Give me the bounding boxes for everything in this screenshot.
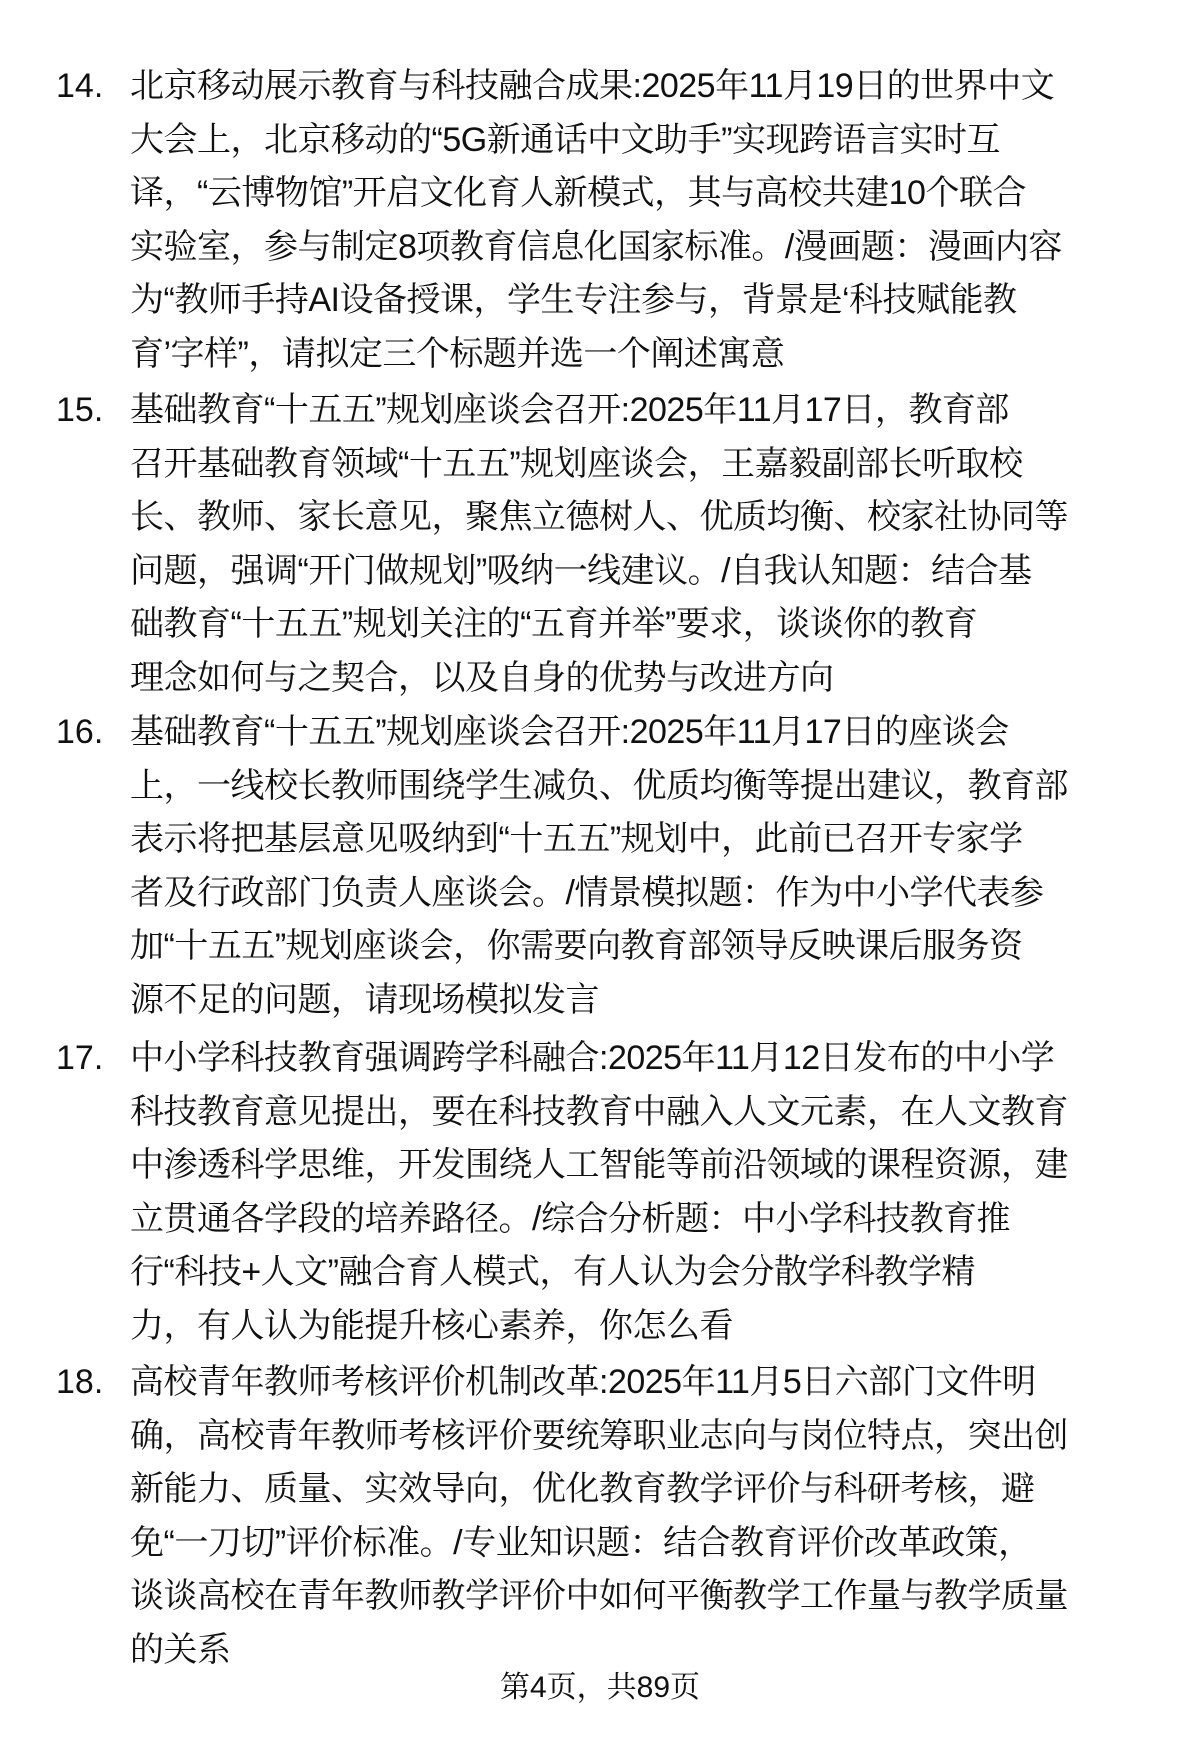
text-line: 译，“云博物馆”开启文化育人新模式，其与高校共建10个联合 [130,174,1026,212]
question-number: 18. [56,1363,104,1401]
text-line: 源不足的问题，请现场模拟发言 [130,980,599,1019]
text-line: 为“教师手持AI设备授课，学生专注参与，背景是‘科技赋能教 [130,281,1017,319]
text-line: 中小学科技教育强调跨学科融合:2025年11月12日发布的中小学 [130,1039,1055,1077]
text-line: 高校青年教师考核评价机制改革:2025年11月5日六部门文件明 [130,1363,1036,1401]
question-number: 15. [56,391,104,429]
text-line: 实验室，参与制定8项教育信息化国家标准。/漫画题：漫画内容 [130,227,1062,266]
question-text [130,384,1170,705]
text-line: 谈谈高校在青年教师教学评价中如何平衡教学工作量与教学质量 [130,1577,1068,1615]
text-line: 力，有人认为能提升核心素养，你怎么看 [130,1306,733,1345]
question-text [130,1032,1170,1353]
question-text [130,1356,1170,1677]
text-line: 确，高校青年教师考核评价要统筹职业志向与岗位特点，突出创 [130,1416,1068,1455]
text-line: 基础教育“十五五”规划座谈会召开:2025年11月17日，教育部 [130,391,1009,429]
text-line: 立贯通各学段的培养路径。/综合分析题：中小学科技教育推 [130,1199,1010,1238]
text-line: 加“十五五”规划座谈会，你需要向教育部领导反映课后服务资 [130,927,1023,965]
text-line: 上，一线校长教师围绕学生减负、优质均衡等提出建议，教育部 [130,766,1068,805]
text-line: 行“科技+人文”融合育人模式，有人认为会分散学科教学精 [130,1253,975,1291]
text-line: 育’字样”，请拟定三个标题并选一个阐述寓意 [130,334,785,373]
text-line: 础教育“十五五”规划关注的“五育并举”要求，谈谈你的教育 [130,605,978,643]
question-number: 17. [56,1039,104,1077]
text-line: 召开基础教育领域“十五五”规划座谈会，王嘉毅副部长听取校 [130,444,1023,483]
text-line: 的关系 [130,1630,231,1669]
question-text [130,706,1170,1027]
text-line: 北京移动展示教育与科技融合成果:2025年11月19日的世界中文 [130,67,1055,105]
text-line: 长、教师、家长意见，聚焦立德树人、优质均衡、校家社协同等 [130,498,1068,536]
text-line: 免“一刀切”评价标准。/专业知识题：结合教育评价改革政策， [130,1523,1032,1562]
text-line: 科技教育意见提出，要在科技教育中融入人文元素，在人文教育 [130,1092,1068,1131]
text-line: 理念如何与之契合，以及自身的优势与改进方向 [130,658,834,697]
page-number: 第4页，共89页 [499,1671,701,1704]
text-line: 者及行政部门负责人座谈会。/情景模拟题：作为中小学代表参 [130,873,1044,912]
text-line: 表示将把基层意见吸纳到“十五五”规划中，此前已召开专家学 [130,820,1023,858]
question-number: 16. [56,713,104,751]
question-number: 14. [56,67,104,105]
question-text [130,60,1170,381]
text-line: 中渗透科学思维，开发围绕人工智能等前沿领域的课程资源，建 [130,1146,1068,1184]
text-line: 问题，强调“开门做规划”吸纳一线建议。/自我认知题：结合基 [130,551,1032,590]
text-line: 新能力、质量、实效导向，优化教育教学评价与科研考核，避 [130,1470,1035,1508]
text-line: 基础教育“十五五”规划座谈会召开:2025年11月17日的座谈会 [130,713,1009,751]
text-line: 大会上，北京移动的“5G新通话中文助手”实现跨语言实时互 [130,120,1000,159]
